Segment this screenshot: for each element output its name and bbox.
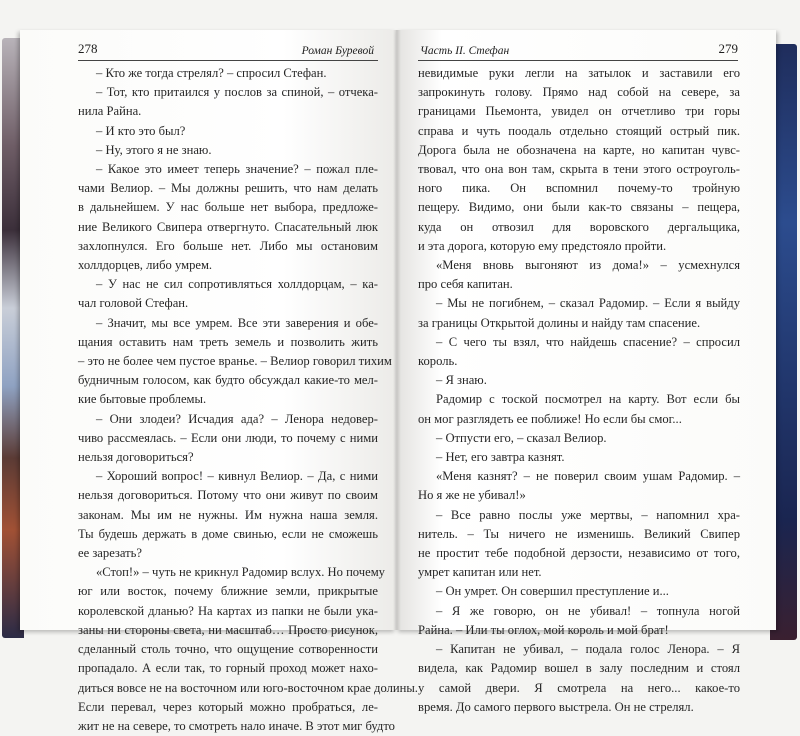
text-line: щания оставить нам треть земель и позволить жить [78,334,378,349]
text-line: пещеру. Видимо, они были как-то связаны – пещера, [418,200,740,215]
text-line: – это не более чем пустое вранье. – Велиор говорил тихим [78,354,392,369]
text-line: король. [418,354,458,369]
text-line: ние Великого Свипера отвергнуто. Спасательный люк [78,219,378,234]
text-line: невидимые руки легли на затылок и заставили его [418,66,740,80]
text-line: Но я же не убивал!» [418,488,526,503]
text-line: Райна. – Или ты оглох, мой король и мой брат! [418,622,669,637]
text-line: – Какое это имеет теперь значение? – пожал пле- [96,162,378,177]
text-line: «Меня казнят? – не поверил своим ушам Радомир. – [436,469,740,484]
text-line: он мог разглядеть ее поближе! Но если бы смог... [418,411,682,426]
text-line: и эта дорога, которую ему предстояло пройти. [418,238,667,253]
text-line: Ты будешь держать в доме свинью, если не сможешь [78,526,378,541]
text-line: законам. Мы им не нужны. Им нужна наша земля. [78,507,378,522]
text-line: «Меня вновь выгоняют из дома!» – усмехнулся [436,258,740,273]
text-line: – Отпусти его, – сказал Велиор. [436,430,607,445]
text-line: диться вовсе не на восточном или юго-восточном крае долины. [78,680,418,695]
text-line: пропадало. А если так, то горный проход может нахо- [78,661,378,676]
text-line: – Ну, этого я не знаю. [96,142,212,157]
book-gutter [393,30,401,630]
text-line: – Кто же тогда стрелял? – спросил Стефан. [96,66,327,80]
text-line: сделанный столь точно, что ощущение сотворенности [78,642,378,657]
right-page-text [418,64,740,717]
text-line: умрет капитан или нет. [418,565,542,580]
text-line: – Все равно послы уже мертвы, – напомнил хра- [436,507,740,522]
right-page-number: 279 [718,41,738,56]
text-line: запрокинуть голову. Прямо над собой на севере, за [418,85,740,100]
text-line: – Значит, мы все умрем. Все эти заверения и обе- [96,315,378,330]
text-line: холлдорцев, либо умрем. [78,258,213,273]
left-running-head: Роман Буревой [301,45,374,57]
text-line: – И кто это был? [96,123,186,138]
text-line: Если перевал, через который можно пробраться, ле- [78,699,378,714]
text-line: Дорога была не обозначена на карте, но капитан чувс- [418,142,740,157]
text-line: – Он умрет. Он совершил преступление и... [436,584,669,599]
text-line: нитель. – Ты ничего не изменишь. Великий Свипер [418,526,740,541]
text-line: чами Велиор. – Мы должны решить, что нам делать [78,181,378,196]
right-page [396,30,776,714]
text-line: твовал, что она вон там, скрыта в тени этого остроуголь- [418,162,740,177]
right-page-header [418,38,738,61]
text-line: про себя капитан. [418,277,513,292]
text-line: куда он отвозил для воровского дергальщика, [418,219,740,234]
text-line: нельзя договориться. Потому что они живут по своим [78,488,378,503]
text-line: кие бытовые проблемы. [78,392,207,407]
text-line: чал головой Стефан. [78,296,189,311]
left-page-text [78,64,418,736]
text-line: ного пика. Он вспомнил почему-то тройную [418,181,740,196]
text-line: границами Пьемонта, увидел он отчетливо три горы [418,104,740,119]
text-line: Радомир с тоской посмотрел на карту. Вот если бы [436,392,740,407]
text-line: королевской дланью? На картах из папки не были ука- [78,603,378,618]
text-line: видела, как Радомир вошел в залу последним и стоял [418,661,740,676]
text-line: за границы Открытой долины и найду там спасение. [418,315,701,330]
text-line: будничным голосом, как будто обсуждал какие-то мел- [78,373,378,388]
text-line: юг или восток, почему ближние земли, прикрытые [78,584,378,599]
left-page-number: 278 [78,41,98,56]
text-line: – Хороший вопрос! – кивнул Велиор. – Да, с ними [96,469,378,484]
text-line: – С чего ты взял, что найдешь спасение? – спросил [436,334,740,349]
text-line: чиво рассмеялась. – Если они люди, то почему с ними [78,430,378,445]
text-line: нельзя договориться? [78,450,194,465]
text-line: – Тот, кто притаился у послов за спиной, – отчека- [96,85,378,100]
text-line: захлопнулся. Его больше нет. Либо мы остановим [78,238,378,253]
text-line: ее зарезать? [78,546,143,561]
right-running-head: Часть II. Стефан [420,45,510,57]
text-line: нила Райна. [78,104,142,119]
text-line: «Стоп!» – чуть не крикнул Радомир вслух. Но почему [96,565,385,580]
text-line: – Мы не погибнем, – сказал Радомир. – Если я выйду [436,296,740,311]
text-line: заны ни стороны света, ни масштаб… Просто рисунок, [78,622,378,637]
text-line: справа и чуть поодаль отдельно стоящий острый пик. [418,123,740,138]
text-line: у самой двери. Я смотрела на него... какое-то [418,680,740,695]
left-page-header [78,38,378,61]
text-line: не простит тебе подобной дерзости, независимо от того, [418,546,740,561]
text-line: – Они злодеи? Исчадия ада? – Ленора недовер- [96,411,378,426]
text-line: в дальнейшем. У нас больше нет выбора, предложе- [78,200,378,215]
text-line: – Капитан не убивал, – подала голос Ленора. – Я [436,642,740,657]
text-line: – Я же говорю, он не убивал! – топнула ногой [436,603,740,618]
text-line: – Нет, его завтра казнят. [436,450,565,465]
text-line: – У нас не сил сопротивляться холлдорцам, – ка- [96,277,378,292]
text-line: жит не на севере, то смотреть нало иначе. В этот миг будто [78,718,395,733]
left-page [20,30,418,733]
text-line: – Я знаю. [436,373,487,388]
text-line: время. До самого первого выстрела. Он не стрелял. [418,699,694,714]
